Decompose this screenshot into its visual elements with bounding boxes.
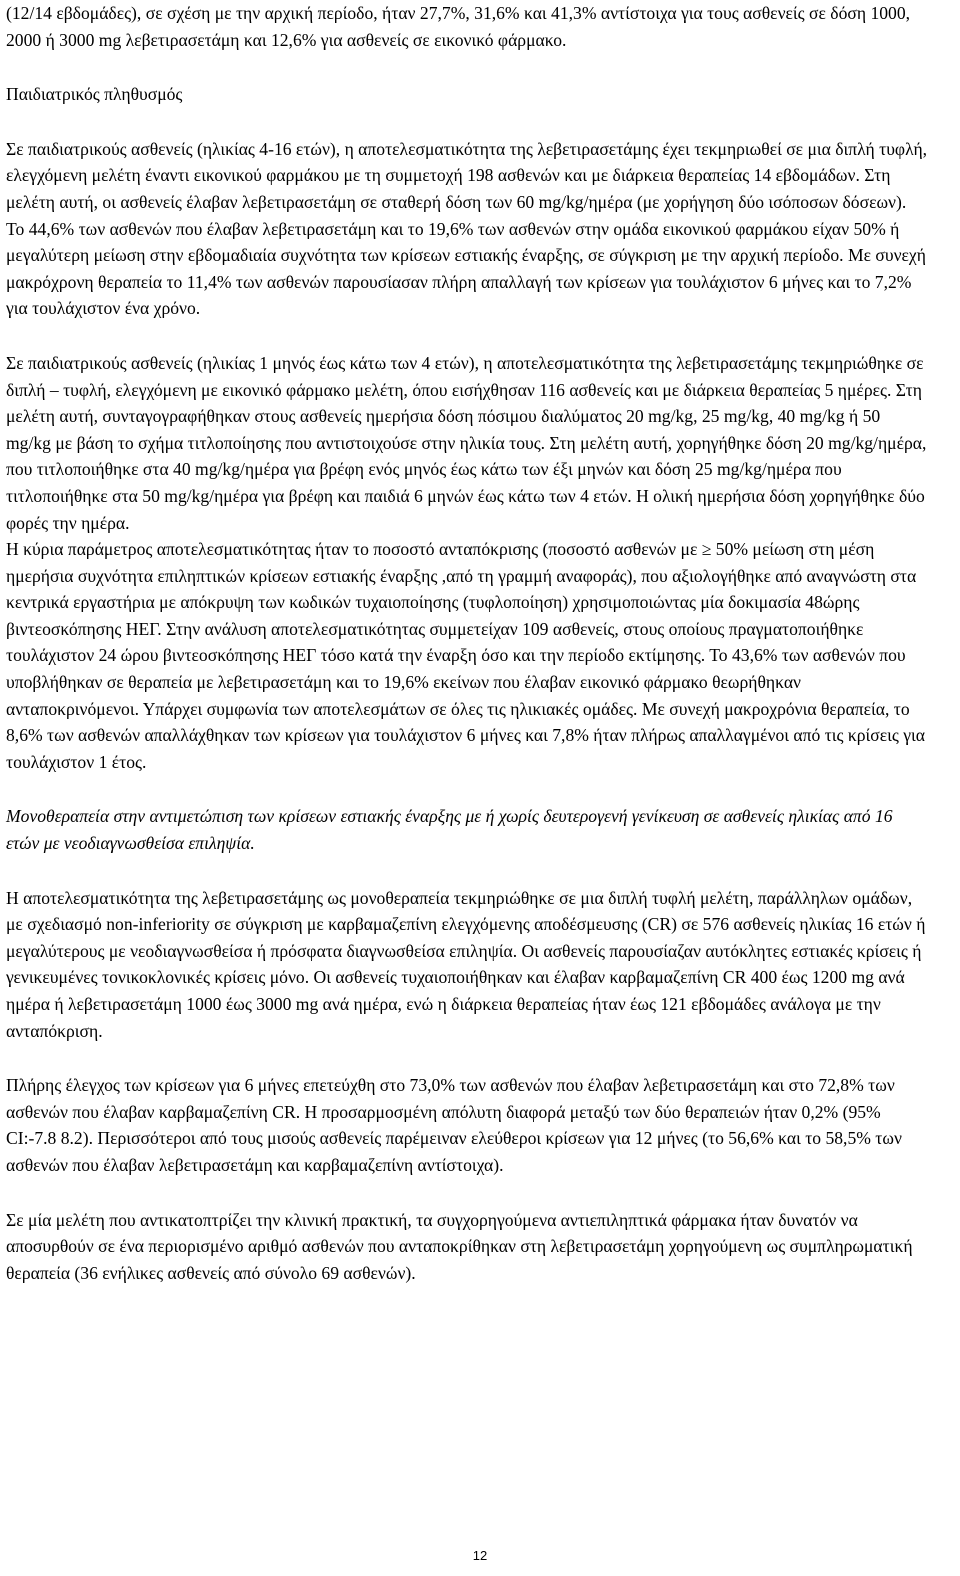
page-number: 12	[472, 1548, 488, 1563]
paragraph-seizure-control: Πλήρης έλεγχος των κρίσεων για 6 μήνες επετεύχθη στο 73,0% των ασθενών που έλαβαν λεβετιρασετάμη και στο 72,8% των ασθενών που έλαβαν καρβαμαζεπίνη CR. Η προσαρμοσμένη απόλυτη διαφορά μεταξύ των δύο θεραπειών ήταν 0,2% (95% CI:-7.8 8.2). Περισσότεροι από τους μισούς ασθενείς παρέμειναν ελεύθεροι κρίσεων για 12 μήνες (το 56,6% και το 58,5% των ασθενών που έλαβαν λεβετιρασετάμη και καρβαμαζεπίνη αντίστοιχα).	[6, 1075, 902, 1175]
paragraph-pediatric-4-16: Σε παιδιατρικούς ασθενείς (ηλικίας 4-16 ετών), η αποτελεσματικότητα της λεβετιρασετάμης έχει τεκμηριωθεί σε μια διπλή τυφλή, ελεγχόμενη μελέτη έναντι εικονικού φαρμάκου με τη συμμετοχή 198 ασθενών και με διάρκεια θεραπείας 14 εβδομάδων. Στη μελέτη αυτή, οι ασθενείς έλαβαν λεβετιρασετάμη σε σταθερή δόση των 60 mg/kg/ημέρα (με χορήγηση δύο ισόποσων δόσεων). Το 44,6% των ασθενών που έλαβαν λεβετιρασετάμη και το 19,6% των ασθενών στην ομάδα εικονικού φαρμάκου είχαν 50% ή μεγαλύτερη μείωση στην εβδομαδιαία συχνότητα των κρίσεων εστιακής έναρξης, σε σύγκριση με την αρχική περίοδο. Με συνεχή μακρόχρονη θεραπεία το 11,4% των ασθενών παρουσίασαν πλήρη απαλλαγή των κρίσεων για τουλάχιστον 6 μήνες και το 7,2% για τουλάχιστον ένα χρόνο.	[6, 138, 928, 319]
section-heading-pediatric: Παιδιατρικός πληθυσμός	[6, 84, 183, 105]
document-page	[6, 0, 928, 1286]
paragraph-monotherapy-study: Η αποτελεσματικότητα της λεβετιρασετάμης ως μονοθεραπεία τεκμηριώθηκε σε μια διπλή τυφλή μελέτη, παράλληλων ομάδων, με σχεδιασμό non-inferiority σε σύγκριση με καρβαμαζεπίνη ελεγχόμενης αποδέσμευσης (CR) σε 576 ασθενείς ηλικίας 16 ετών ή μεγαλύτερους με νεοδιαγνωσθείσα ή πρόσφατα διαγνωσθείσα επιληψία. Οι ασθενείς παρουσίαζαν αυτόκλητες εστιακές κρίσεις ή γενικευμένες τονικοκλονικές κρίσεις μόνο. Οι ασθενείς τυχαιοποιήθηκαν και έλαβαν καρβαμαζεπίνη CR 400 έως 1200 mg ανά ημέρα ή λεβετιρασετάμη 1000 έως 3000 mg ανά ημέρα, ενώ η διάρκεια θεραπείας ήταν έως 121 εβδομάδες ανάλογα με την ανταπόκριση.	[6, 887, 926, 1041]
paragraph-clinical-practice: Σε μία μελέτη που αντικατοπτρίζει την κλινική πρακτική, τα συγχορηγούμενα αντιεπιληπτικά φάρμακα ήταν δυνατόν να αποσυρθούν σε ένα περιορισμένο αριθμό ασθενών που ανταποκρίθηκαν στη λεβετιρασετάμη χορηγούμενη ως συμπληρωματική θεραπεία (36 ενήλικες ασθενείς από σύνολο 69 ασθενών).	[6, 1209, 913, 1283]
section-heading-monotherapy: Μονοθεραπεία στην αντιμετώπιση των κρίσεων εστιακής έναρξης με ή χωρίς δευτερογενή γενίκευση σε ασθενείς ηλικίας από 16 ετών με νεοδιαγνωσθείσα επιληψία.	[6, 806, 893, 854]
paragraph-continuation: (12/14 εβδομάδες), σε σχέση με την αρχική περίοδο, ήταν 27,7%, 31,6% και 41,3% αντίστοιχα για τους ασθενείς σε δόση 1000, 2000 ή 3000 mg λεβετιρασετάμη και 12,6% για ασθενείς σε εικονικό φάρμακο.	[6, 3, 911, 50]
paragraph-primary-endpoint: Η κύρια παράμετρος αποτελεσματικότητας ήταν το ποσοστό ανταπόκρισης (ποσοστό ασθενών με ≥ 50% μείωση στη μέση ημερήσια συχνότητα επιληπτικών κρίσεων εστιακής έναρξης ,από τη γραμμή αναφοράς), που αξιολογήθηκε από αναγνώστη στα κεντρικά εργαστήρια με απόκρυψη των κωδικών τυχαιοποίησης (τυφλοποίηση) χρησιμοποιώντας μία δοκιμασία 48ώρης βιντεοσκόπησης ΗΕΓ. Στην ανάλυση αποτελεσματικότητας συμμετείχαν 109 ασθενείς, στους οποίους πραγματοποιήθηκε τουλάχιστον 24 ώρου βιντεοσκόπησης ΗΕΓ τόσο κατά την έναρξη όσο και την περίοδο εκτίμησης. Το 43,6% των ασθενών που υποβλήθηκαν σε θεραπεία με λεβετιρασετάμη και το 19,6% εκείνων που έλαβαν εικονικό φάρμακο θεωρήθηκαν ανταποκρινόμενοι. Υπάρχει συμφωνία των αποτελεσμάτων σε όλες τις ηλικιακές ομάδες. Με συνεχή μακροχρόνια θεραπεία, το 8,6% των ασθενών απαλλάχθηκαν των κρίσεων για τουλάχιστον 6 μήνες και 7,8% ήταν πλήρως απαλλαγμένοι από τις κρίσεις για τουλάχιστον 1 έτος.	[6, 539, 925, 772]
paragraph-pediatric-infants: Σε παιδιατρικούς ασθενείς (ηλικίας 1 μηνός έως κάτω των 4 ετών), η αποτελεσματικότητα της λεβετιρασετάμης τεκμηριώθηκε σε διπλή – τυφλή, ελεγχόμενη με εικονικό φάρμακο μελέτη, όπου εισήχθησαν 116 ασθενείς και με διάρκεια θεραπείας 5 ημέρες. Στη μελέτη αυτή, συνταγογραφήθηκαν στους ασθενείς ημερήσια δόση πόσιμου διαλύματος 20 mg/kg, 25 mg/kg, 40 mg/kg ή 50 mg/kg με βάση το σχήμα τιτλοποίησης που αντιστοιχούσε στην ηλικία τους. Στη μελέτη αυτή, χορηγήθηκε δόση 20 mg/kg/ημέρα, που τιτλοποιήθηκε στα 40 mg/kg/ημέρα για βρέφη ενός μηνός έως κάτω των έξι μηνών και δόση 25 mg/kg/ημέρα που τιτλοποιήθηκε στα 50 mg/kg/ημέρα για βρέφη και παιδιά 6 μηνών έως κάτω των 4 ετών. Η ολική ημερήσια δόση χορηγήθηκε δύο φορές την ημέρα.	[6, 352, 927, 533]
